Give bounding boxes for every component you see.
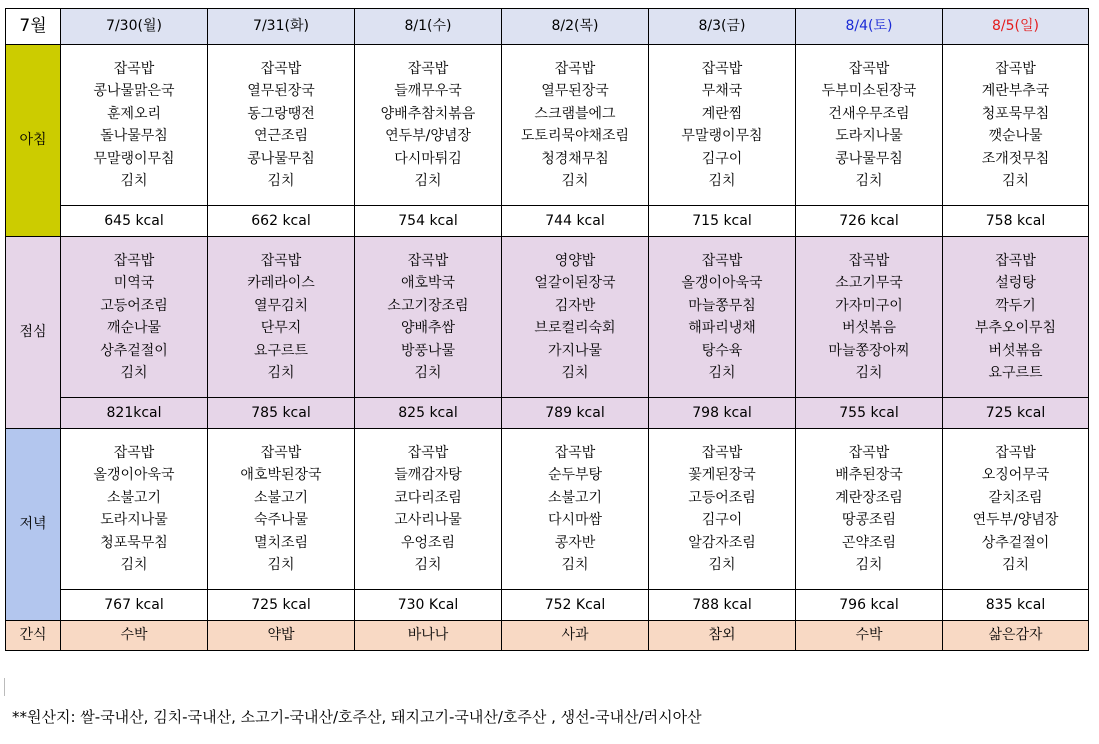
menu-item: 숙주나물 bbox=[253, 512, 309, 528]
section-label-dinner: 저녁 bbox=[6, 429, 61, 621]
menu-item: 꽃게된장국 bbox=[688, 467, 756, 483]
menu-item: 잡곡밥 bbox=[260, 252, 302, 269]
kcal-value: 767 kcal bbox=[61, 590, 208, 621]
menu-item: 단무지 bbox=[260, 320, 302, 336]
menu-item: 상추겉절이 bbox=[981, 534, 1050, 551]
breakfast-menu-row bbox=[6, 45, 1089, 206]
menu-item: 연근조림 bbox=[253, 128, 309, 144]
menu-item: 미역국 bbox=[113, 275, 155, 291]
snack-row bbox=[6, 621, 1089, 651]
menu-item: 김치 bbox=[561, 557, 589, 573]
date-header: 7/31(화) bbox=[208, 9, 355, 45]
menu-item: 해파리냉채 bbox=[688, 320, 756, 336]
date-header: 8/1(수) bbox=[355, 9, 502, 45]
weekly-meal-table bbox=[5, 8, 1089, 651]
menu-item: 청경채무침 bbox=[541, 150, 609, 167]
dinner-menu-cell bbox=[796, 429, 943, 590]
menu-item: 김치 bbox=[561, 365, 589, 381]
menu-item: 김치 bbox=[855, 173, 883, 189]
menu-item: 양배추참치볶음 bbox=[380, 105, 476, 122]
menu-item: 알감자조림 bbox=[688, 534, 756, 551]
menu-item: 버섯볶음 bbox=[988, 342, 1043, 359]
lunch-menu-cell bbox=[649, 237, 796, 398]
kcal-value: 798 kcal bbox=[649, 398, 796, 429]
menu-item: 돌나물무침 bbox=[100, 128, 168, 144]
menu-item: 버섯볶음 bbox=[841, 320, 897, 336]
menu-item: 잡곡밥 bbox=[554, 444, 596, 461]
date-header-sunday: 8/5(일) bbox=[943, 9, 1089, 45]
dinner-menu-cell bbox=[208, 429, 355, 590]
menu-item: 무채국 bbox=[701, 83, 743, 99]
lunch-menu-cell bbox=[355, 237, 502, 398]
menu-item: 소고기무국 bbox=[835, 275, 903, 291]
menu-item: 콩나물맑은국 bbox=[93, 83, 175, 99]
menu-item: 잡곡밥 bbox=[554, 60, 596, 77]
kcal-value: 821kcal bbox=[61, 398, 208, 429]
menu-item: 김치 bbox=[267, 557, 295, 573]
menu-item: 김치 bbox=[120, 365, 148, 381]
menu-item: 고등어조림 bbox=[100, 297, 168, 314]
menu-item: 코다리조림 bbox=[394, 489, 462, 506]
menu-item: 순두부탕 bbox=[547, 467, 603, 483]
menu-item: 계란찜 bbox=[701, 105, 743, 122]
menu-item: 소고기장조림 bbox=[387, 297, 469, 314]
menu-item: 멸치조림 bbox=[253, 534, 309, 551]
menu-item: 마늘쫑무침 bbox=[688, 297, 756, 314]
snack-item: 삶은감자 bbox=[943, 621, 1089, 651]
menu-item: 땅콩조림 bbox=[841, 512, 897, 528]
menu-item: 잡곡밥 bbox=[995, 60, 1036, 77]
menu-item: 무말랭이무침 bbox=[93, 150, 175, 167]
kcal-value: 754 kcal bbox=[355, 206, 502, 237]
section-label-breakfast: 아침 bbox=[6, 45, 61, 237]
menu-item: 잡곡밥 bbox=[113, 444, 155, 461]
menu-item: 김치 bbox=[120, 173, 148, 189]
kcal-value: 726 kcal bbox=[796, 206, 943, 237]
lunch-kcal-row bbox=[6, 398, 1089, 429]
menu-item: 다시마튀김 bbox=[394, 150, 462, 167]
snack-item: 사과 bbox=[502, 621, 649, 651]
menu-item: 깻순나물 bbox=[988, 128, 1043, 144]
menu-item: 열무된장국 bbox=[541, 83, 609, 99]
dinner-menu-cell bbox=[943, 429, 1089, 590]
menu-item: 김치 bbox=[1001, 173, 1030, 189]
kcal-value: 730 Kcal bbox=[355, 590, 502, 621]
menu-item: 김치 bbox=[855, 365, 883, 381]
text-cursor-marker bbox=[4, 678, 5, 696]
menu-item: 두부미소된장국 bbox=[821, 83, 917, 99]
menu-item: 양배추쌈 bbox=[400, 320, 456, 336]
menu-item: 브로컬리숙회 bbox=[534, 320, 616, 336]
menu-item: 잡곡밥 bbox=[848, 60, 890, 77]
origin-footnote: **원산지: 쌀-국내산, 김치-국내산, 소고기-국내산/호주산, 돼지고기-국내산/호주산 , 생선-국내산/러시아산 bbox=[12, 708, 702, 726]
lunch-menu-cell bbox=[61, 237, 208, 398]
date-header-saturday: 8/4(토) bbox=[796, 9, 943, 45]
menu-item: 설렁탕 bbox=[995, 275, 1036, 291]
lunch-menu-cell bbox=[943, 237, 1089, 398]
breakfast-menu-cell bbox=[649, 45, 796, 206]
kcal-value: 758 kcal bbox=[943, 206, 1089, 237]
month-label: 7월 bbox=[6, 9, 61, 45]
menu-item: 오징어무국 bbox=[981, 467, 1050, 483]
kcal-value: 796 kcal bbox=[796, 590, 943, 621]
menu-item: 김구이 bbox=[701, 150, 743, 167]
menu-item: 상추겉절이 bbox=[100, 342, 168, 359]
date-header: 8/3(금) bbox=[649, 9, 796, 45]
kcal-value: 725 kcal bbox=[943, 398, 1089, 429]
lunch-menu-cell bbox=[502, 237, 649, 398]
menu-item: 부추오이무침 bbox=[974, 320, 1057, 336]
kcal-value: 789 kcal bbox=[502, 398, 649, 429]
menu-item: 콩나물무침 bbox=[835, 150, 903, 167]
section-label-lunch: 점심 bbox=[6, 237, 61, 429]
menu-item: 열무김치 bbox=[253, 297, 309, 314]
menu-item: 올갱이아욱국 bbox=[681, 275, 763, 291]
dinner-menu-cell bbox=[61, 429, 208, 590]
menu-item: 잡곡밥 bbox=[113, 60, 155, 77]
menu-item: 조개젓무침 bbox=[981, 150, 1050, 167]
date-header: 8/2(목) bbox=[502, 9, 649, 45]
menu-item: 잡곡밥 bbox=[701, 60, 743, 77]
menu-item: 가자미구이 bbox=[835, 297, 903, 314]
menu-item: 도토리묵야채조림 bbox=[520, 128, 630, 144]
breakfast-menu-cell bbox=[208, 45, 355, 206]
menu-item: 잡곡밥 bbox=[848, 444, 890, 461]
menu-item: 김치 bbox=[708, 557, 736, 573]
kcal-value: 744 kcal bbox=[502, 206, 649, 237]
snack-item: 참외 bbox=[649, 621, 796, 651]
menu-item: 김치 bbox=[708, 173, 736, 189]
menu-item: 탕수육 bbox=[701, 342, 743, 359]
kcal-value: 835 kcal bbox=[943, 590, 1089, 621]
menu-item: 들깨감자탕 bbox=[394, 467, 462, 483]
menu-item: 계란부추국 bbox=[981, 83, 1050, 99]
breakfast-menu-cell bbox=[943, 45, 1089, 206]
breakfast-menu-cell bbox=[502, 45, 649, 206]
dinner-menu-cell bbox=[355, 429, 502, 590]
menu-item: 잡곡밥 bbox=[995, 444, 1036, 461]
menu-item: 갈치조림 bbox=[988, 489, 1043, 506]
kcal-value: 725 kcal bbox=[208, 590, 355, 621]
menu-item: 소불고기 bbox=[253, 489, 309, 506]
menu-item: 김치 bbox=[414, 365, 442, 381]
menu-item: 고사리나물 bbox=[394, 512, 462, 528]
menu-item: 고등어조림 bbox=[688, 489, 756, 506]
menu-item: 김치 bbox=[267, 365, 295, 381]
dinner-menu-cell bbox=[649, 429, 796, 590]
menu-item: 마늘쫑장아찌 bbox=[828, 342, 910, 359]
date-header: 7/30(월) bbox=[61, 9, 208, 45]
menu-item: 배추된장국 bbox=[835, 467, 903, 483]
kcal-value: 788 kcal bbox=[649, 590, 796, 621]
menu-item: 카레라이스 bbox=[247, 275, 315, 291]
menu-item: 애호박된장국 bbox=[240, 467, 322, 483]
menu-item: 콩자반 bbox=[554, 534, 596, 551]
dinner-menu-row bbox=[6, 429, 1089, 590]
menu-item: 연두부/양념장 bbox=[385, 128, 471, 144]
menu-item: 요구르트 bbox=[253, 342, 309, 359]
menu-item: 잡곡밥 bbox=[113, 252, 155, 269]
menu-item: 도라지나물 bbox=[100, 512, 168, 528]
menu-item: 김치 bbox=[561, 173, 589, 189]
menu-item: 깨순나물 bbox=[106, 320, 162, 336]
menu-item: 무말랭이무침 bbox=[681, 128, 763, 144]
breakfast-menu-cell bbox=[355, 45, 502, 206]
kcal-value: 752 Kcal bbox=[502, 590, 649, 621]
menu-item: 김치 bbox=[1001, 557, 1030, 573]
kcal-value: 715 kcal bbox=[649, 206, 796, 237]
menu-item: 김치 bbox=[414, 173, 442, 189]
menu-item: 방풍나물 bbox=[400, 342, 456, 359]
menu-item: 다시마쌈 bbox=[547, 512, 603, 528]
menu-item: 가지나물 bbox=[547, 342, 603, 359]
menu-item: 김치 bbox=[855, 557, 883, 573]
menu-item: 잡곡밥 bbox=[407, 444, 449, 461]
header-row bbox=[6, 9, 1089, 45]
menu-item: 연두부/양념장 bbox=[972, 512, 1059, 528]
menu-item: 도라지나물 bbox=[835, 128, 903, 144]
menu-item: 잡곡밥 bbox=[260, 444, 302, 461]
menu-item: 김자반 bbox=[554, 297, 596, 314]
menu-item: 잡곡밥 bbox=[260, 60, 302, 77]
breakfast-menu-cell bbox=[796, 45, 943, 206]
menu-item: 애호박국 bbox=[400, 275, 456, 291]
menu-item: 훈제오리 bbox=[106, 105, 162, 122]
menu-item: 잡곡밥 bbox=[407, 252, 449, 269]
dinner-kcal-row bbox=[6, 590, 1089, 621]
menu-item: 영양밥 bbox=[554, 252, 596, 269]
snack-item: 수박 bbox=[61, 621, 208, 651]
menu-item: 김치 bbox=[708, 365, 736, 381]
menu-item: 청포묵무침 bbox=[100, 534, 168, 551]
menu-item: 청포묵무침 bbox=[981, 105, 1050, 122]
lunch-menu-row bbox=[6, 237, 1089, 398]
menu-item: 깍두기 bbox=[995, 297, 1036, 314]
menu-item: 김치 bbox=[267, 173, 295, 189]
menu-item: 김구이 bbox=[701, 512, 743, 528]
menu-item: 올갱이아욱국 bbox=[93, 467, 175, 483]
snack-item: 바나나 bbox=[355, 621, 502, 651]
menu-item: 들깨무우국 bbox=[394, 83, 462, 99]
lunch-menu-cell bbox=[208, 237, 355, 398]
menu-item: 잡곡밥 bbox=[995, 252, 1036, 269]
section-label-snack: 간식 bbox=[6, 621, 61, 651]
kcal-value: 662 kcal bbox=[208, 206, 355, 237]
menu-item: 스크램블에그 bbox=[534, 105, 616, 122]
kcal-value: 785 kcal bbox=[208, 398, 355, 429]
menu-item: 곤약조림 bbox=[841, 534, 897, 551]
lunch-menu-cell bbox=[796, 237, 943, 398]
breakfast-kcal-row bbox=[6, 206, 1089, 237]
kcal-value: 825 kcal bbox=[355, 398, 502, 429]
menu-item: 김치 bbox=[414, 557, 442, 573]
dinner-menu-cell bbox=[502, 429, 649, 590]
menu-item: 우엉조림 bbox=[400, 534, 456, 551]
kcal-value: 645 kcal bbox=[61, 206, 208, 237]
menu-item: 요구르트 bbox=[988, 365, 1043, 381]
menu-item: 잡곡밥 bbox=[848, 252, 890, 269]
menu-item: 콩나물무침 bbox=[247, 150, 315, 167]
snack-item: 수박 bbox=[796, 621, 943, 651]
menu-item: 김치 bbox=[120, 557, 148, 573]
menu-item: 잡곡밥 bbox=[701, 252, 743, 269]
menu-item: 얼갈이된장국 bbox=[534, 275, 616, 291]
kcal-value: 755 kcal bbox=[796, 398, 943, 429]
menu-item: 소불고기 bbox=[106, 489, 162, 506]
menu-item: 소불고기 bbox=[547, 489, 603, 506]
menu-item: 잡곡밥 bbox=[701, 444, 743, 461]
snack-item: 약밥 bbox=[208, 621, 355, 651]
menu-item: 열무된장국 bbox=[247, 83, 315, 99]
menu-item: 건새우무조림 bbox=[828, 105, 910, 122]
menu-item: 동그랑땡전 bbox=[247, 105, 315, 122]
menu-item: 계란장조림 bbox=[835, 489, 903, 506]
breakfast-menu-cell bbox=[61, 45, 208, 206]
menu-item: 잡곡밥 bbox=[407, 60, 449, 77]
